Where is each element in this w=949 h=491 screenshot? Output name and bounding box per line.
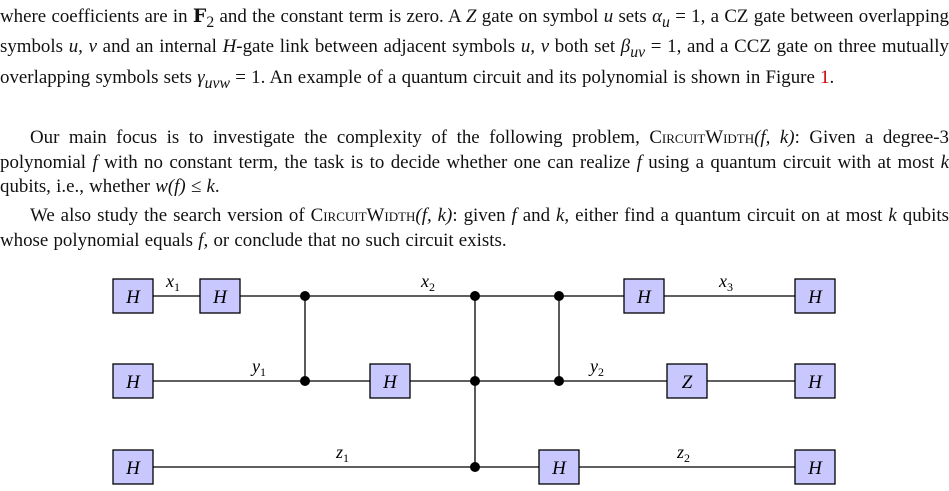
gate-label: H xyxy=(126,458,140,479)
control-dot xyxy=(470,291,480,301)
gate-x-in xyxy=(113,279,153,313)
gate-x-right xyxy=(624,279,664,313)
gate-z-in xyxy=(113,450,153,484)
gate-label: H xyxy=(808,458,822,479)
gate-x-mid xyxy=(200,279,240,313)
gate-label: H xyxy=(808,372,822,393)
wire-label-x1: $x_1$ xyxy=(166,271,180,294)
wire-label-z1: $z_1$ xyxy=(336,442,350,465)
gate-label: H xyxy=(808,287,822,308)
paragraph-polynomial-coefficients: where coefficients are in $F_2$ and the constant term is zero. A Z gate on symbol u sets $\alpha_u = 1$, a CZ gate between overlapping symbols u, v and an internal H-gate link between adjacent symbols u, v both set $\beta_{uv} = 1$, and a CCZ gate on three mutually overlapping symbols sets $\gamma_{uvw} = 1$. An example of a quantum circuit and its polynomial is shown in Figure 1. xyxy=(0,5,949,92)
gate-z-out xyxy=(795,450,835,484)
paragraph-search-version: We also study the search version of CircuitWidth(f, k): given f and k, either find a quantum circuit on at most k qubits whose polynomial equals f, or conclude that no such circuit exists. xyxy=(0,205,949,251)
wire-label-x2: $x_2$ xyxy=(421,271,435,294)
gate-label: H xyxy=(552,458,566,479)
control-dot xyxy=(470,462,480,472)
gate-label: H xyxy=(383,372,397,393)
quantum-circuit-figure xyxy=(0,262,949,491)
wire-label-z2: $z_2$ xyxy=(677,442,691,465)
gate-label: Z xyxy=(681,372,693,393)
wire-label-y2: $y_2$ xyxy=(590,356,604,379)
control-dot xyxy=(470,376,480,386)
gate-label: H xyxy=(637,287,651,308)
gate-y-out xyxy=(795,364,835,398)
gate-label: H xyxy=(213,287,227,308)
gate-z-on-y xyxy=(667,364,707,398)
gate-z-mid xyxy=(539,450,579,484)
gate-x-out xyxy=(795,279,835,313)
paragraph-problem-definition: Our main focus is to investigate the complexity of the following problem, CircuitWidth(f, k): Given a degree-3 polynomial f with no constant term, the task is to decide whether one can realize f using a quantum circuit with at most k qubits, i.e., whether w(f) ≤ k. xyxy=(0,127,949,197)
gate-label: H xyxy=(126,372,140,393)
control-dot xyxy=(554,376,564,386)
wire-label-x3: $x_3$ xyxy=(719,271,733,294)
gate-label: H xyxy=(126,287,140,308)
gate-y-mid xyxy=(370,364,410,398)
control-dot xyxy=(300,376,310,386)
control-dot xyxy=(554,291,564,301)
gate-y-in xyxy=(113,364,153,398)
control-dot xyxy=(300,291,310,301)
wire-label-y1: $y_1$ xyxy=(252,356,266,379)
figure-reference-link[interactable]: 1 xyxy=(820,66,830,88)
